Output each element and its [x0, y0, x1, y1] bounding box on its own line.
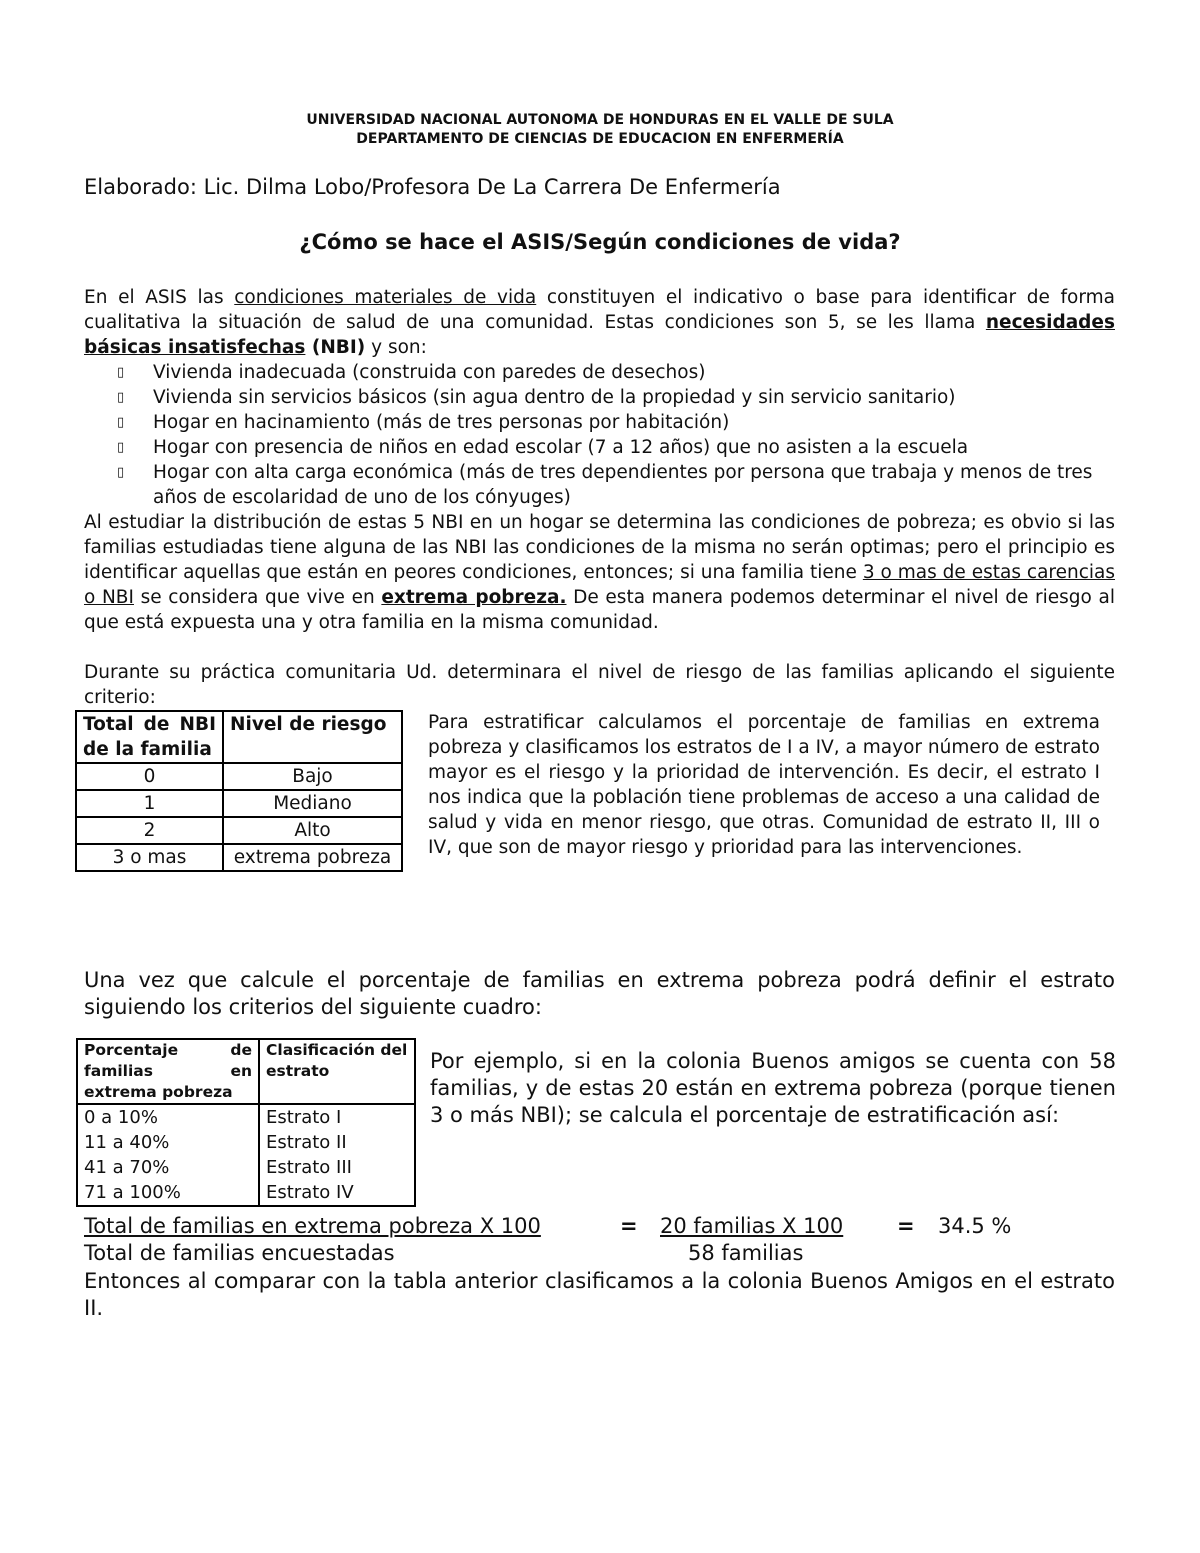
table-cell: extrema pobreza — [223, 844, 402, 871]
formula-denominator-value: 58 familias — [688, 1241, 804, 1265]
intro-text-3: y son: — [365, 337, 427, 358]
list-item-text: Hogar en hacinamiento (más de tres personas por habitación) — [153, 412, 730, 433]
bullet-icon: ▯ — [117, 365, 125, 380]
page-title: ¿Cómo se hace el ASIS/Según condiciones de vida? — [299, 230, 901, 254]
table-header-row — [77, 1039, 415, 1104]
list-item-text: Vivienda sin servicios básicos (sin agua dentro de la propiedad y sin servicio sanitario) — [153, 387, 956, 408]
formula-result: 34.5 % — [938, 1214, 1012, 1238]
author-line: Elaborado: Lic. Dilma Lobo/Profesora De La Carrera De Enfermería — [84, 175, 781, 199]
strata-intro-paragraph: Una vez que calcule el porcentaje de familias en extrema pobreza podrá definir el estrato siguiendo los criterios del siguiente cuadro: — [84, 968, 1115, 1019]
percent-range: 41 a 70% — [84, 1157, 170, 1178]
nbi-list — [84, 360, 1119, 510]
table-header-cell: Clasificación del estrato — [259, 1039, 415, 1104]
list-item-text: Hogar con alta carga económica (más de tres dependientes por persona que trabaja y menos de tres años de escolaridad de uno de los cónyuges) — [153, 462, 1093, 508]
intro-text-1: En el ASIS las — [84, 287, 235, 308]
table-row — [76, 790, 402, 817]
stratify-paragraph: Para estratificar calculamos el porcentaje de familias en extrema pobreza y clasificamos los estratos de I a IV, a mayor número de estrato mayor es el riesgo y la prioridad de intervención. Es decir, el estrato I nos indica que la población tiene problemas de acceso a una calidad de salud y vida en menor riesgo, que otras. Comunidad de estrato II, III o IV, que son de mayor riesgo y prioridad para las intervenciones. — [428, 712, 1100, 858]
formula-denominator-label: Total de familias encuestadas — [84, 1241, 395, 1265]
example-paragraph: Por ejemplo, si en la colonia Buenos amigos se cuenta con 58 familias, y de estas 20 están en extrema pobreza (porque tienen 3 o más NBI); se calcula el porcentaje de estratificación así: — [430, 1049, 1116, 1127]
nbi-term: necesidades básicas insatisfechas — [84, 312, 1115, 358]
percent-range: 0 a 10% — [84, 1107, 158, 1128]
poverty-text-3: De esta manera podemos determinar el nivel de riesgo al que está expuesta una y otra familia en la misma comunidad. — [84, 587, 1116, 633]
table-header-cell: Porcentaje de familias en extrema pobreza — [77, 1039, 259, 1104]
poverty-text-2: se considera que vive en — [133, 587, 382, 608]
risk-level-table — [75, 710, 403, 872]
bullet-icon: ▯ — [117, 415, 125, 430]
percent-range: 11 a 40% — [84, 1132, 170, 1153]
list-item — [84, 360, 1119, 385]
poverty-paragraph — [84, 510, 1115, 635]
table-header-cell: Nivel de riesgo — [223, 711, 402, 763]
table-cell: 0 — [76, 763, 223, 790]
nbi-acronym: (NBI) — [305, 337, 366, 358]
table-cell: 2 — [76, 817, 223, 844]
table-cell: 3 o mas — [76, 844, 223, 871]
intro-underlined-term: condiciones materiales de vida — [234, 287, 537, 308]
poverty-underlined-term: 3 o mas de estas carencias o NBI — [84, 562, 1116, 608]
table-cell: 1 — [76, 790, 223, 817]
table-header-row — [76, 711, 402, 763]
strata-class: Estrato IV — [266, 1182, 354, 1203]
list-item-text: Hogar con presencia de niños en edad escolar (7 a 12 años) que no asisten a la escuela — [153, 437, 969, 458]
department-heading: DEPARTAMENTO DE CIENCIAS DE EDUCACION EN ENFERMERÍA — [356, 131, 844, 147]
bullet-icon: ▯ — [117, 390, 125, 405]
table-cell — [77, 1104, 259, 1206]
intro-paragraph — [84, 285, 1115, 360]
formula-equals-1: = — [620, 1214, 638, 1238]
university-heading: UNIVERSIDAD NACIONAL AUTONOMA DE HONDURAS EN EL VALLE DE SULA — [306, 112, 894, 128]
table-row — [76, 844, 402, 871]
practice-paragraph: Durante su práctica comunitaria Ud. determinara el nivel de riesgo de las familias aplicando el siguiente criterio: — [84, 662, 1115, 708]
percent-range: 71 a 100% — [84, 1182, 181, 1203]
strata-class: Estrato III — [266, 1157, 352, 1178]
table-cell: Alto — [223, 817, 402, 844]
table-cell — [259, 1104, 415, 1206]
bullet-icon: ▯ — [117, 465, 125, 480]
conclusion-paragraph: Entonces al comparar con la tabla anterior clasificamos a la colonia Buenos Amigos en el estrato II. — [84, 1269, 1115, 1320]
formula-equals-2: = — [897, 1214, 915, 1238]
list-item — [84, 460, 1119, 510]
table-row — [76, 817, 402, 844]
table-header-cell: Total de NBI de la familia — [76, 711, 223, 763]
poverty-text-1: Al estudiar la distribución de estas 5 NBI en un hogar se determina las condiciones de pobreza; es obvio si las familias estudiadas tiene alguna de las NBI las condiciones de la misma no serán optimas; pero el principio es identificar aquellas que están en peores condiciones, entonces; si una familia tiene — [84, 512, 1115, 583]
strata-class: Estrato I — [266, 1107, 342, 1128]
formula-numerator-value: 20 familias X 100 — [660, 1214, 844, 1238]
list-item — [84, 435, 1119, 460]
strata-table — [76, 1038, 416, 1207]
extreme-poverty-term: extrema pobreza. — [381, 587, 567, 608]
table-row — [76, 763, 402, 790]
bullet-icon: ▯ — [117, 440, 125, 455]
table-row — [77, 1104, 415, 1206]
formula-numerator-label: Total de familias en extrema pobreza X 100 — [84, 1214, 541, 1238]
list-item — [84, 385, 1119, 410]
table-cell: Mediano — [223, 790, 402, 817]
strata-class: Estrato II — [266, 1132, 347, 1153]
list-item-text: Vivienda inadecuada (construida con paredes de desechos) — [153, 362, 706, 383]
intro-text-2: constituyen el indicativo o base para identificar de forma cualitativa la situación de salud de una comunidad. Estas condiciones son 5, se les llama — [84, 287, 1116, 333]
list-item — [84, 410, 1119, 435]
table-cell: Bajo — [223, 763, 402, 790]
